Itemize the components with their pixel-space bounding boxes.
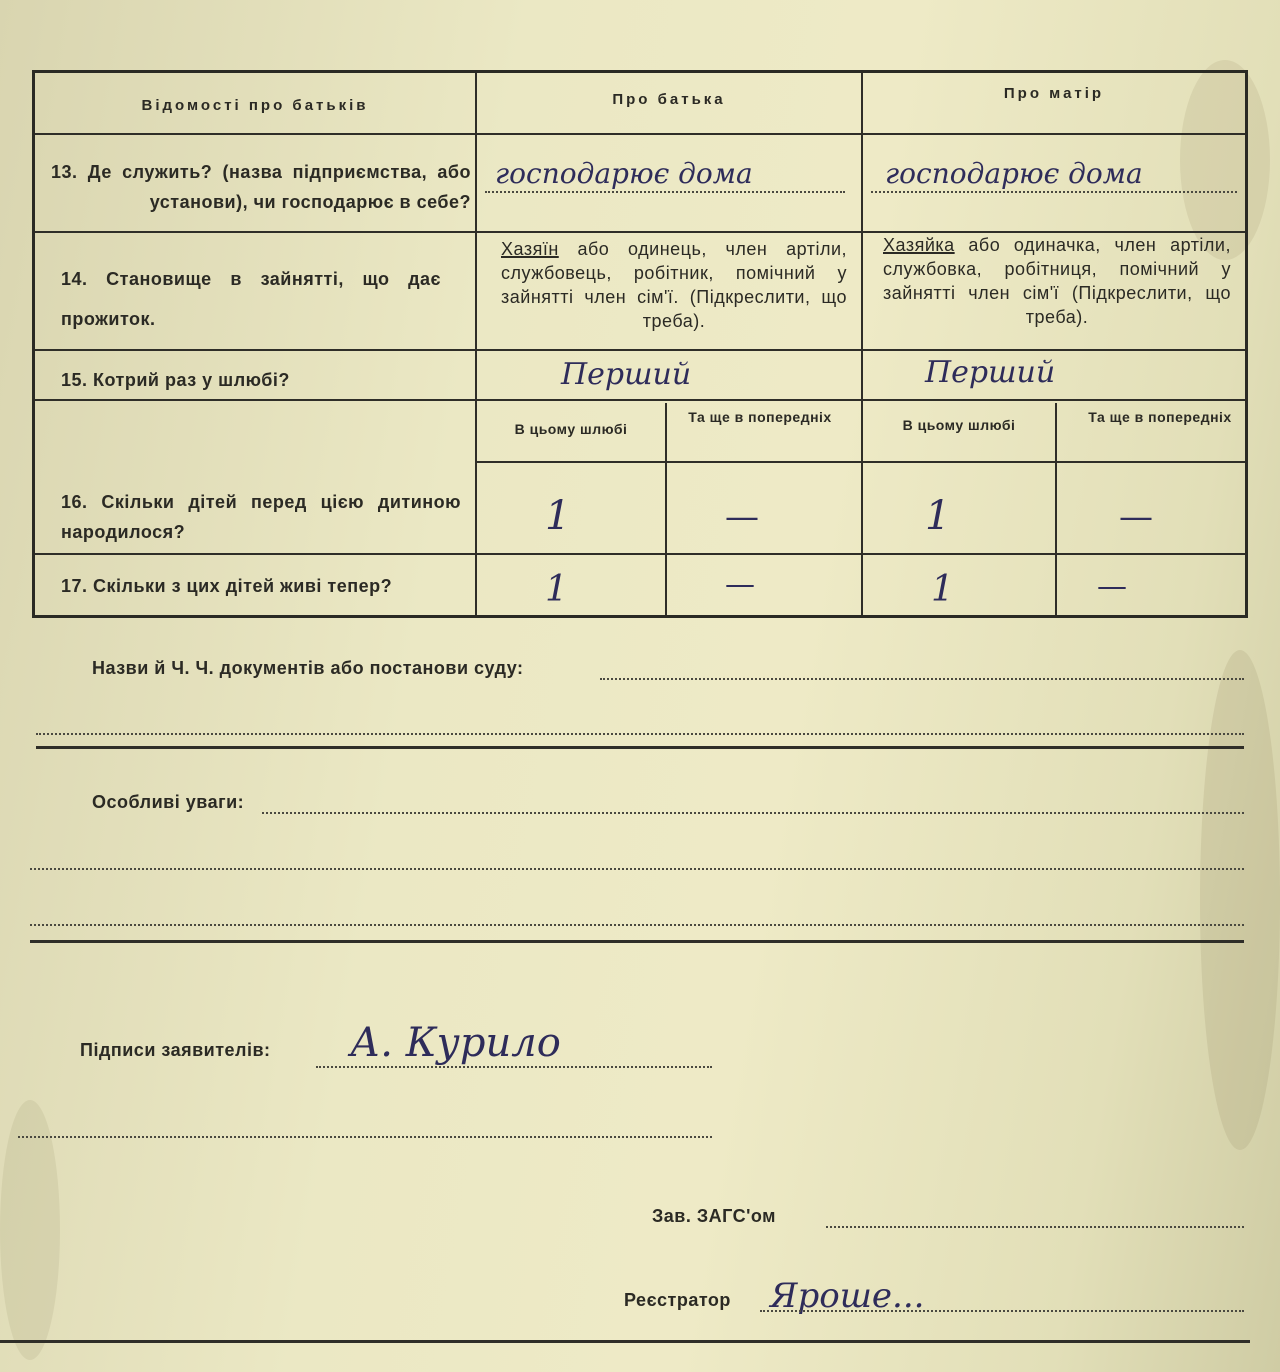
row-line-16-sub xyxy=(477,461,1245,463)
father-owner-underlined: Хазяїн xyxy=(501,239,559,259)
answer-17-mother-prev: — xyxy=(1097,569,1127,604)
documents-line-2 xyxy=(36,733,1244,735)
answer-17-father-prev: — xyxy=(725,567,755,602)
subheader-father-previous: Та ще в попередніх xyxy=(688,409,832,425)
answer-16-father-this: 1 xyxy=(545,493,571,539)
documents-line-1 xyxy=(600,678,1244,680)
header-mother: Про матір xyxy=(1003,85,1105,102)
question-13: 13. Де служить? (назва підприємства, або установи), чи господарює в себе? xyxy=(51,162,471,212)
documents-rule xyxy=(36,746,1244,749)
question-16: 16. Скільки дітей перед цією дитиною народилося? xyxy=(61,492,461,542)
answer-13-father-line xyxy=(485,191,845,193)
row-line-14 xyxy=(35,349,1245,351)
row-line-header xyxy=(35,133,1245,135)
answer-15-mother: Перший xyxy=(925,355,1056,390)
parents-info-table xyxy=(32,70,1248,618)
registrar-label: Реєстратор xyxy=(624,1290,731,1310)
sub-divider-father xyxy=(665,403,667,615)
notes-line-3 xyxy=(30,924,1244,926)
notes-rule xyxy=(30,940,1244,943)
answer-17-mother-this: 1 xyxy=(931,569,954,610)
registrar-line xyxy=(760,1310,1244,1312)
registrar-signature: Яроше... xyxy=(770,1276,925,1316)
mother-status-options: або одиначка, член артіли, службовка, робітниця, помічний у зайнятті член сім'ї (Підкреслити, що треба). xyxy=(883,235,1231,327)
subheader-father-this-marriage: В цьому шлюбі xyxy=(514,421,628,437)
sub-divider-mother xyxy=(1055,403,1057,615)
question-14: 14. Становище в зайнятті, що дає прожиток. xyxy=(61,269,441,329)
zags-head-label: Зав. ЗАГС'ом xyxy=(652,1206,776,1226)
answer-16-father-prev: — xyxy=(725,497,759,537)
mother-owner-underlined: Хазяйка xyxy=(883,235,955,255)
applicant-signature: А. Курило xyxy=(350,1020,561,1066)
row-line-16 xyxy=(35,553,1245,555)
col-divider-1 xyxy=(475,73,477,615)
answer-15-father: Перший xyxy=(561,357,692,392)
subheader-mother-previous: Та ще в попередніх xyxy=(1088,409,1232,425)
answer-13-father: господарює дома xyxy=(495,157,753,190)
zags-head-line xyxy=(826,1226,1244,1228)
header-parents-info: Відомості про батьків xyxy=(141,97,369,114)
question-15: 15. Котрий раз у шлюбі? xyxy=(61,370,290,390)
notes-line-2 xyxy=(30,868,1244,870)
answer-14-father xyxy=(501,237,847,333)
signature-line-2 xyxy=(18,1136,712,1138)
subheader-mother-this-marriage: В цьому шлюбі xyxy=(902,417,1016,433)
bottom-rule xyxy=(0,1340,1250,1343)
signature-line-1 xyxy=(316,1066,712,1068)
answer-17-father-this: 1 xyxy=(545,569,568,610)
answer-14-mother xyxy=(883,233,1231,329)
father-status-options: або одинець, член артіли, службовець, робітник, помічний у зайнятті член сім'ї. (Підкреслити, що треба). xyxy=(501,239,847,331)
header-father: Про батька xyxy=(612,91,726,108)
row-line-15 xyxy=(35,399,1245,401)
answer-16-mother-prev: — xyxy=(1119,497,1153,537)
answer-13-mother-line xyxy=(871,191,1237,193)
col-divider-2 xyxy=(861,73,863,615)
answer-16-mother-this: 1 xyxy=(925,493,951,539)
signatures-label: Підписи заявителів: xyxy=(80,1040,271,1060)
answer-13-mother: господарює дома xyxy=(885,157,1143,190)
notes-label: Особливі уваги: xyxy=(92,792,245,812)
documents-label: Назви й Ч. Ч. документів або постанови суду: xyxy=(92,658,524,678)
question-17: 17. Скільки з цих дітей живі тепер? xyxy=(61,576,393,596)
notes-line-1 xyxy=(262,812,1244,814)
